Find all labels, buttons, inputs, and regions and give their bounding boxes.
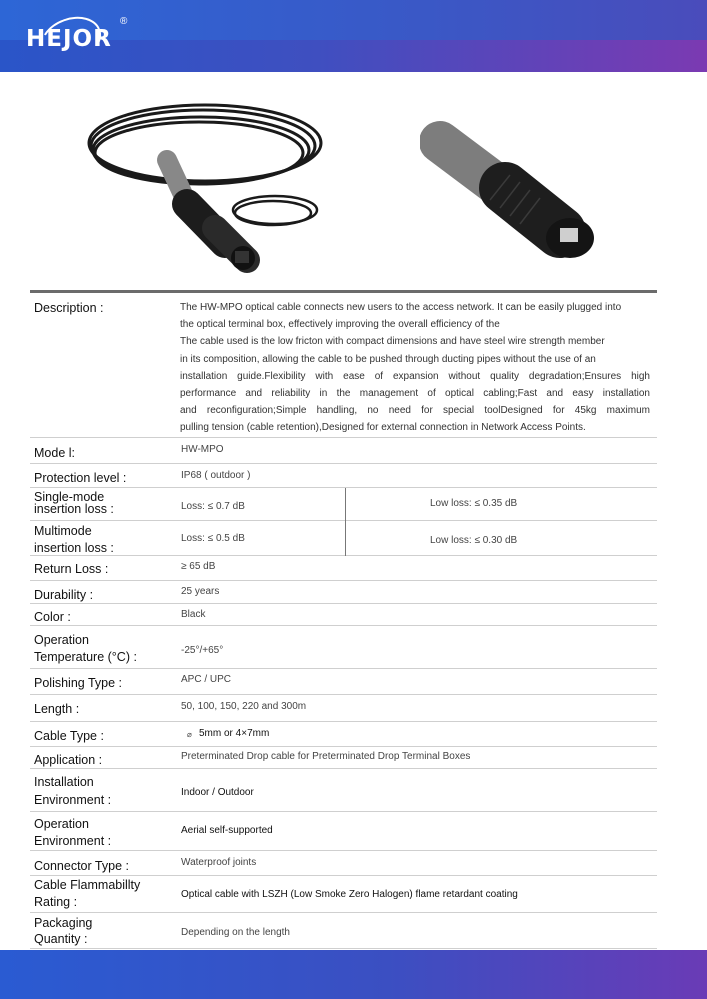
column-divider (345, 521, 346, 556)
cable-coil-image (75, 98, 325, 278)
flammability-label-1: Cable Flammabillty (34, 878, 141, 892)
polishing-label: Polishing Type : (34, 676, 123, 690)
description-line: and reconfiguration;Simple handling, no need for special toolDesigned for 45kg maximum (180, 405, 650, 417)
connector-closeup-image (420, 120, 615, 265)
header-banner (0, 0, 707, 72)
protection-label: Protection level : (34, 471, 127, 485)
table-row-polishing (30, 669, 657, 695)
logo-text: HEJOR (26, 26, 112, 52)
table-row-installation-environment (30, 769, 657, 812)
table-row-operation-temperature (30, 626, 657, 669)
table-row-flammability (30, 876, 657, 913)
table-row-protection (30, 464, 657, 488)
op-env-label-2: Environment : (34, 834, 112, 848)
description-label: Description : (34, 301, 104, 315)
description-line: The HW-MPO optical cable connects new users to the access network. It can be easily plugged into (180, 302, 622, 313)
table-row-color (30, 604, 657, 626)
install-env-value: Indoor / Outdoor (181, 787, 254, 798)
op-temp-value: -25°/+65° (181, 645, 224, 656)
table-row-model (30, 438, 657, 464)
brand-logo (26, 18, 136, 62)
packaging-value: Depending on the length (181, 927, 290, 938)
packaging-label-1: Packaging (34, 916, 93, 930)
table-row-length (30, 695, 657, 722)
table-row-operation-environment (30, 812, 657, 851)
footer-banner (0, 950, 707, 999)
application-value: Preterminated Drop cable for Preterminated Drop Terminal Boxes (181, 751, 471, 762)
op-env-label-1: Operation (34, 817, 89, 831)
description-line: in its composition, allowing the cable to be pushed through ducting pipes without the use of an (180, 353, 596, 365)
return-loss-value: ≥ 65 dB (181, 561, 216, 572)
op-temp-label-1: Operation (34, 633, 89, 647)
connector-type-value: Waterproof joints (181, 857, 257, 868)
diameter-icon: ⌀ (187, 730, 192, 739)
description-line: performance and reliability in the management of optical cabling;Fast and easy installation (180, 388, 650, 400)
singlemode-loss-value: Loss: ≤ 0.7 dB (181, 501, 245, 512)
model-value: HW-MPO (181, 444, 224, 455)
op-env-value: Aerial self-supported (181, 825, 273, 836)
cable-type-value: 5mm or 4×7mm (199, 728, 270, 739)
durability-value: 25 years (181, 586, 220, 597)
packaging-label-2: Quantity : (34, 932, 88, 946)
table-row-packaging (30, 913, 657, 949)
connector-type-label: Connector Type : (34, 859, 129, 873)
application-label: Application : (34, 753, 103, 767)
table-row-durability (30, 581, 657, 604)
durability-label: Durability : (34, 588, 94, 602)
column-divider (345, 488, 346, 521)
op-temp-label-2: Temperature (°C) : (34, 650, 137, 664)
description-line: The cable used is the low fricton with compact dimensions and have steel wire strength member (180, 336, 605, 348)
multimode-loss-value: Loss: ≤ 0.5 dB (181, 533, 245, 544)
table-row-description (30, 293, 657, 438)
table-row-singlemode-loss (30, 488, 657, 521)
protection-value: IP68 ( outdoor ) (181, 470, 251, 481)
description-line: the optical terminal box, effectively improving the overall efficiency of the (180, 319, 500, 331)
flammability-label-2: Rating : (34, 895, 78, 909)
table-row-return-loss (30, 556, 657, 581)
flammability-value: Optical cable with LSZH (Low Smoke Zero Halogen) flame retardant coating (181, 889, 518, 900)
color-value: Black (181, 609, 206, 620)
singlemode-label-1: Single-mode (34, 490, 105, 504)
color-label: Color : (34, 610, 71, 624)
length-value: 50, 100, 150, 220 and 300m (181, 701, 307, 712)
table-row-multimode-loss (30, 521, 657, 556)
multimode-label-1: Multimode (34, 524, 92, 538)
install-env-label-2: Environment : (34, 793, 112, 807)
singlemode-label-2: insertion loss : (34, 502, 114, 516)
return-loss-label: Return Loss : (34, 562, 109, 576)
registered-mark: ® (120, 16, 128, 27)
multimode-label-2: insertion loss : (34, 541, 114, 555)
table-row-connector-type (30, 851, 657, 876)
singlemode-lowloss-value: Low loss: ≤ 0.35 dB (430, 498, 518, 509)
description-text (180, 299, 650, 437)
multimode-lowloss-value: Low loss: ≤ 0.30 dB (430, 535, 518, 546)
description-line: pulling tension (cable retention),Designed for external connection in Network Access Points. (180, 422, 586, 434)
model-label: Mode l: (34, 446, 75, 460)
cable-type-label: Cable Type : (34, 729, 104, 743)
length-label: Length : (34, 702, 80, 716)
table-row-application (30, 747, 657, 769)
polishing-value: APC / UPC (181, 674, 232, 685)
description-line: installation guide.Flexibility with ease of expansion without quality degradation;Ensures high (180, 370, 650, 382)
table-row-cable-type (30, 722, 657, 747)
install-env-label-1: Installation (34, 775, 94, 789)
spec-table (30, 293, 657, 949)
